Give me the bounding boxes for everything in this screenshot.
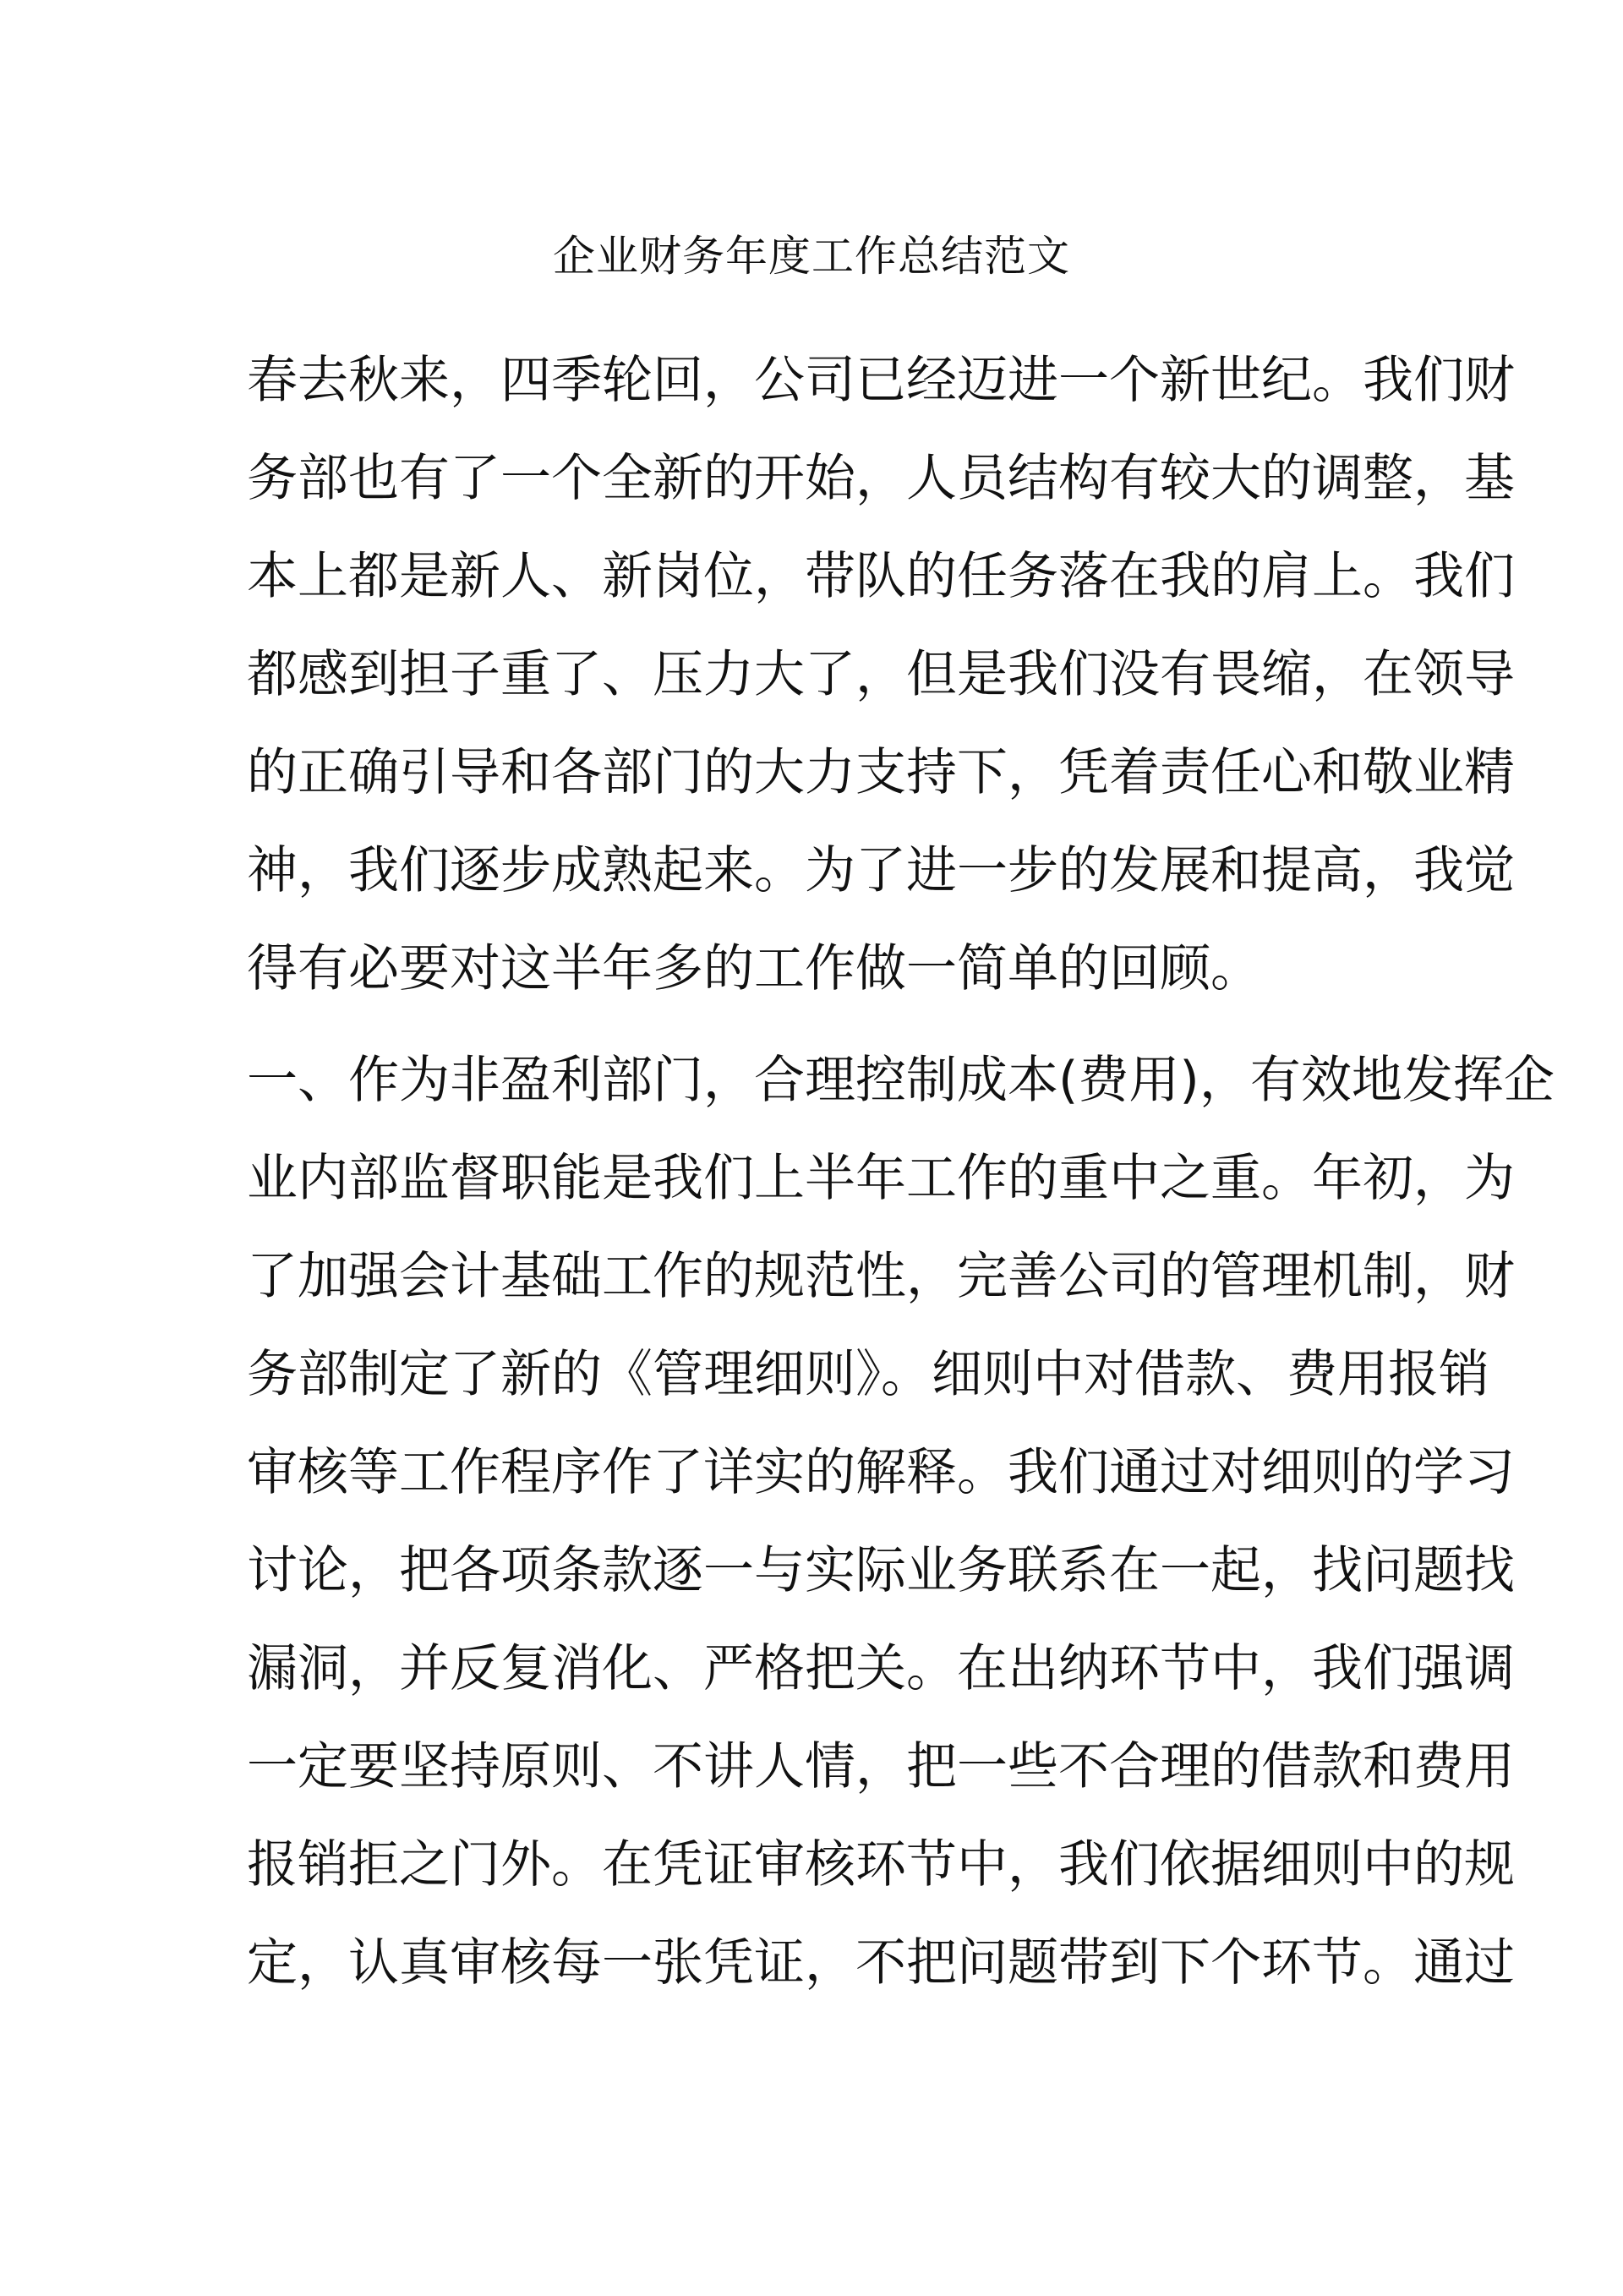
- paragraph-intro: [247, 331, 1515, 1018]
- text-line: 务部也有了一个全新的开始，人员结构有较大的调整，基: [247, 449, 1515, 508]
- text-line: 审核等工作程序作了详实的解释。我们通过对细则的学习: [247, 1443, 1515, 1502]
- text-line: 一、作为非盈利部门，合理控制成本(费用)，有效地发挥企: [247, 1051, 1555, 1110]
- text-line: 了加强会计基础工作的规范性，完善公司的管理机制，财: [247, 1247, 1515, 1306]
- text-line: 漏洞，并反复消化、严格把关。在出纳环节中，我们强调: [247, 1639, 1515, 1698]
- text-line: 得有必要对这半年多的工作做一简单的回顾。: [247, 939, 1261, 998]
- text-line: 本上都是新人、新岗位，带队的任务落在我的肩上。我们: [247, 547, 1515, 606]
- text-line: 讨论，把各项条款逐一与实际业务联系在一起，找问题找: [247, 1541, 1515, 1600]
- text-line: 务部制定了新的《管理细则》。细则中对借款、费用报销: [247, 1345, 1489, 1404]
- text-line: 神，我们逐步成熟起来。为了进一步的发展和提高，我觉: [247, 841, 1515, 900]
- text-line: 报销拒之门外。在凭证审核环节中，我们依据细则中的规: [247, 1835, 1515, 1894]
- text-line: 春去秋来，四季轮回，公司已经迈进一个新世纪。我们财: [247, 351, 1515, 410]
- text-line: 业内部监督职能是我们上半年工作的重中之重。年初，为: [247, 1149, 1515, 1208]
- text-line: 都感到担子重了、压力大了，但是我们没有畏缩，在领导: [247, 645, 1515, 704]
- text-line: 一定要坚持原则、不讲人情，把一些不合理的借款和费用: [247, 1737, 1515, 1796]
- document-title: 企业财务年度工作总结范文: [553, 232, 1070, 281]
- text-line: 的正确引导和各部门的大力支持下，凭着责任心和敬业精: [247, 743, 1515, 802]
- text-line: 定，认真审核每一张凭证，不把问题带到下个环节。通过: [247, 1933, 1515, 1993]
- paragraph-section-one: [247, 1031, 1555, 2012]
